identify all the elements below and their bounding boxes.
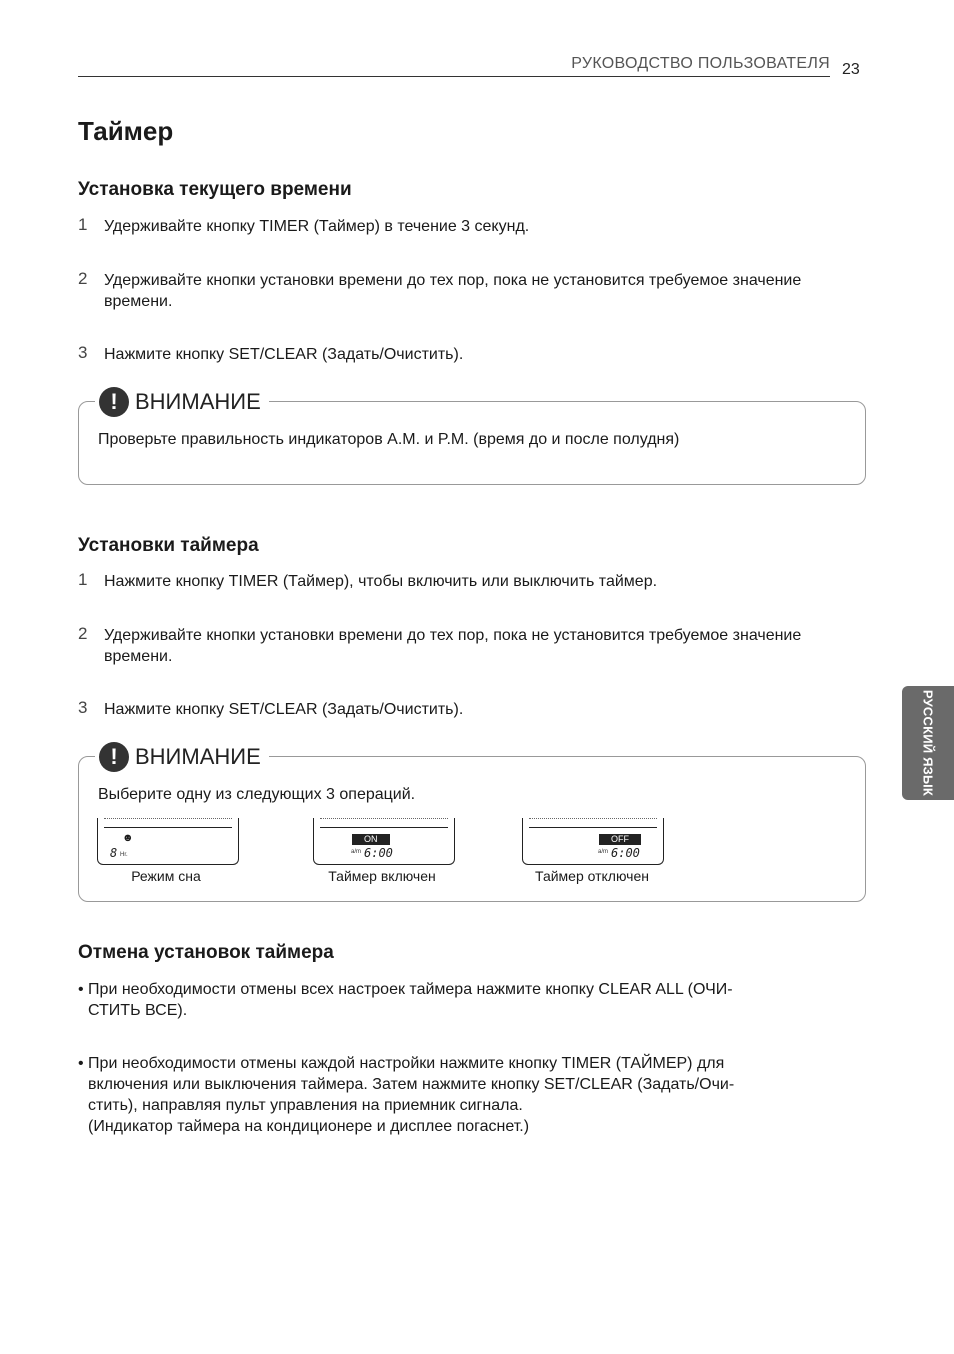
step-number: 1 — [78, 215, 88, 234]
caution-text: Выберите одну из следующих 3 операций. — [98, 786, 416, 803]
bullet-line: СТИТЬ ВСЕ). — [88, 1002, 188, 1019]
bullet-line: (Индикатор таймера на кондиционере и дисплее погаснет.) — [88, 1118, 530, 1135]
bullet-item — [78, 1053, 858, 1137]
lcd-ampm: a/m — [351, 849, 362, 855]
caution-header — [95, 387, 269, 417]
step-number: 3 — [78, 343, 88, 362]
step-number: 2 — [78, 269, 88, 288]
step-number: 1 — [78, 570, 88, 589]
display-caption: Таймер отключен — [535, 868, 649, 884]
step-number: 2 — [78, 624, 88, 643]
step-number: 3 — [78, 698, 88, 717]
lcd-digits: 6:00 — [364, 846, 393, 860]
display-caption: Таймер включен — [328, 868, 436, 884]
lcd-digits: 6:00 — [611, 846, 640, 860]
lcd-display-sleep — [97, 818, 239, 865]
bullet-line: включения или выключения таймера. Затем нажмите кнопку SET/CLEAR (Задать/Очи- — [88, 1076, 735, 1093]
step-text: Нажмите кнопку SET/CLEAR (Задать/Очистить). — [104, 346, 464, 363]
step-text: Удерживайте кнопку TIMER (Таймер) в течение 3 секунд. — [104, 218, 530, 235]
section-heading-cancel-timer: Отмена установок таймера — [78, 942, 334, 963]
section-heading-current-time: Установка текущего времени — [78, 179, 352, 200]
exclamation-icon: ! — [99, 387, 129, 417]
bullet-line: • При необходимости отмены всех настроек таймера нажмите кнопку CLEAR ALL (ОЧИ- — [78, 981, 733, 998]
exclamation-icon: ! — [99, 742, 129, 772]
language-tab — [902, 686, 954, 800]
caution-header — [95, 742, 269, 772]
page-number: 23 — [842, 61, 860, 78]
bullet-line: стить), направляя пульт управления на приемник сигнала. — [88, 1097, 523, 1114]
section-heading-timer-settings: Установки таймера — [78, 535, 259, 556]
step-text: Удерживайте кнопки установки времени до тех пор, пока не установится требуемое значение времени. — [104, 272, 802, 310]
step-text: Нажмите кнопку TIMER (Таймер), чтобы включить или выключить таймер. — [104, 573, 658, 590]
lcd-unit: Hr. — [120, 852, 128, 858]
bullet-item — [78, 979, 858, 1021]
header-rule — [78, 76, 830, 77]
lcd-ampm: a/m — [598, 849, 609, 855]
step-text: Нажмите кнопку SET/CLEAR (Задать/Очистить). — [104, 701, 464, 718]
sleep-icon: ☻ — [122, 832, 134, 844]
bullet-line: • При необходимости отмены каждой настройки нажмите кнопку TIMER (ТАЙМЕР) для — [78, 1055, 725, 1072]
lcd-display-timer-off — [522, 818, 664, 865]
caution-label: ВНИМАНИЕ — [135, 744, 261, 769]
lcd-display-timer-on — [313, 818, 455, 865]
language-tab-label: РУССКИЙ ЯЗЫК — [920, 689, 936, 797]
running-header: РУКОВОДСТВО ПОЛЬЗОВАТЕЛЯ — [571, 55, 830, 72]
display-caption: Режим сна — [131, 868, 201, 884]
lcd-digits: 8 — [110, 846, 118, 860]
page-title: Таймер — [78, 116, 174, 146]
step-text: Удерживайте кнопки установки времени до тех пор, пока не установится требуемое значение времени. — [104, 627, 802, 665]
caution-text: Проверьте правильность индикаторов A.M. и P.M. (время до и после полудня) — [98, 431, 680, 448]
off-badge: OFF — [599, 834, 641, 845]
caution-label: ВНИМАНИЕ — [135, 389, 261, 414]
on-badge: ON — [352, 834, 390, 845]
